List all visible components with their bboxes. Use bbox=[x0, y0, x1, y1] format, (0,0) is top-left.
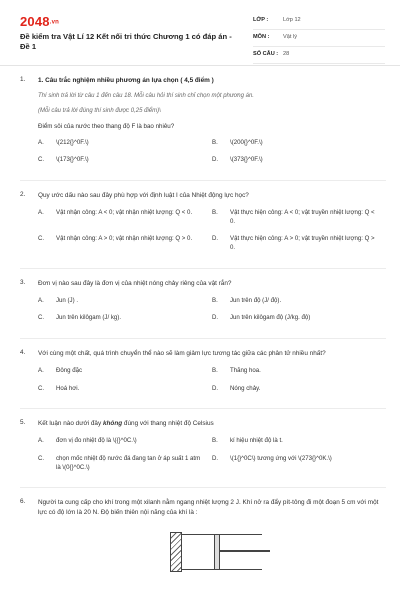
option-c[interactable]: C. Jun trên kilôgam (J/ kg). bbox=[38, 314, 122, 322]
question-number: 2. bbox=[20, 191, 26, 199]
option-a[interactable]: A. đơn vị đo nhiệt độ là \({}^0C.\) bbox=[38, 436, 137, 444]
divider bbox=[20, 268, 386, 269]
option-b[interactable]: B. Thăng hoa. bbox=[212, 366, 261, 374]
instruction-note: Thí sinh trả lời từ câu 1 đến câu 18. Mỗi câu hỏi thí sinh chỉ chọn một phương án. bbox=[38, 92, 254, 99]
question-4 bbox=[20, 349, 386, 409]
question-number: 5. bbox=[20, 419, 26, 427]
options bbox=[38, 139, 386, 175]
question-text: Kết luận nào dưới đây không đúng với thang nhiệt độ Celsius bbox=[38, 420, 214, 428]
document-title: Đề kiểm tra Vật Lí 12 Kết nối tri thức Chương 1 có đáp án - Đề 1 bbox=[20, 32, 232, 51]
question-text: Điểm sôi của nước theo thang độ F là bao nhiêu? bbox=[38, 122, 175, 130]
question-number: 6. bbox=[20, 498, 26, 506]
question-text: Với cùng một chất, quá trình chuyển thể nào sẽ làm giảm lực tương tác giữa các phân tử nhiều nhất? bbox=[38, 350, 326, 358]
option-d[interactable]: D. Vật thực hiện công: A > 0; vật truyền nhiệt lượng: Q > 0. bbox=[212, 235, 375, 252]
meta-subject: MÔN : Vật lý bbox=[253, 31, 385, 47]
divider bbox=[20, 180, 386, 181]
option-a[interactable]: A. Jun (J) . bbox=[38, 296, 79, 304]
piston bbox=[214, 534, 220, 570]
question-text: Người ta cung cấp cho khí trong một xilanh nằm ngang nhiệt lượng 2 J. Khí nở ra đẩy pít-tông đi một đoạn 5 cm với một lực có độ lớn là 20 N. Độ biến thiên nội năng của khí là : bbox=[38, 499, 379, 516]
option-a[interactable]: A. Vật nhận công: A < 0; vật nhận nhiệt lượng: Q < 0. bbox=[38, 208, 193, 216]
page-header bbox=[0, 0, 400, 66]
piston-cylinder-figure bbox=[38, 528, 386, 568]
option-c[interactable]: C. Hoá hơi. bbox=[38, 384, 80, 392]
option-c[interactable]: C. Vật nhận công: A > 0; vật nhận nhiệt lượng: Q > 0. bbox=[38, 235, 193, 243]
emphasis-text: không bbox=[102, 420, 123, 428]
question-6 bbox=[20, 498, 386, 567]
option-d[interactable]: D. Nóng chảy. bbox=[212, 384, 261, 392]
option-c[interactable]: C. chọn mốc nhiệt độ nước đá đang tan ở áp suất 1 atm là \(0{}^0C.\) bbox=[38, 454, 201, 471]
question-1 bbox=[20, 76, 386, 181]
scoring-note: (Mỗi câu trả lời đúng thí sinh được 0,25 điểm)\ bbox=[38, 107, 161, 114]
option-b[interactable]: B. Jun trên độ (J/ độ). bbox=[212, 296, 282, 304]
divider bbox=[20, 487, 386, 488]
option-d[interactable]: D. Jun trên kilôgam độ (J/kg. độ) bbox=[212, 314, 311, 322]
question-3 bbox=[20, 279, 386, 339]
option-d[interactable]: D. \(1{}^0C\) tương ứng với \(273{}^0K.\) bbox=[212, 454, 332, 462]
option-a[interactable]: A. Đông đặc bbox=[38, 366, 83, 374]
options bbox=[38, 367, 386, 403]
meta-question-count: SỐ CÂU : 28 bbox=[253, 48, 385, 64]
question-number: 3. bbox=[20, 278, 26, 286]
options bbox=[38, 297, 386, 333]
cylinder-wall bbox=[170, 532, 182, 572]
divider bbox=[20, 408, 386, 409]
question-number: 1. bbox=[20, 76, 26, 83]
piston-rod bbox=[220, 550, 270, 552]
option-c[interactable]: C. \(173{}^0F.\) bbox=[38, 156, 89, 164]
option-b[interactable]: B. kí hiệu nhiệt độ là t. bbox=[212, 436, 283, 444]
option-b[interactable]: B. Vật thực hiện công: A < 0; vật truyền nhiệt lượng: Q < 0. bbox=[212, 208, 375, 225]
meta-grade: LỚP : Lớp 12 bbox=[253, 14, 385, 30]
question-text: Đơn vị nào sau đây là đơn vị của nhiệt nóng chảy riêng của vật rắn? bbox=[38, 279, 232, 287]
section-heading: 1. Câu trắc nghiệm nhiều phương án lựa chọn ( 4,5 điểm ) bbox=[38, 77, 214, 84]
question-text: Quy ước dấu nào sau đây phù hợp với định luật I của Nhiệt động lực học? bbox=[38, 192, 249, 200]
option-a[interactable]: A. \(212{}^0F.\) bbox=[38, 138, 89, 146]
option-d[interactable]: D. \(373{}^0F.\) bbox=[212, 156, 263, 164]
site-logo[interactable]: 2048.vn bbox=[20, 14, 60, 29]
question-2 bbox=[20, 191, 386, 269]
divider bbox=[20, 338, 386, 339]
options bbox=[38, 437, 386, 481]
question-number: 4. bbox=[20, 349, 26, 357]
options bbox=[38, 209, 386, 262]
option-b[interactable]: B. \(200{}^0F.\) bbox=[212, 138, 263, 146]
document-meta bbox=[253, 14, 385, 65]
question-5 bbox=[20, 419, 386, 488]
question-list bbox=[20, 76, 386, 578]
cylinder bbox=[182, 534, 262, 570]
